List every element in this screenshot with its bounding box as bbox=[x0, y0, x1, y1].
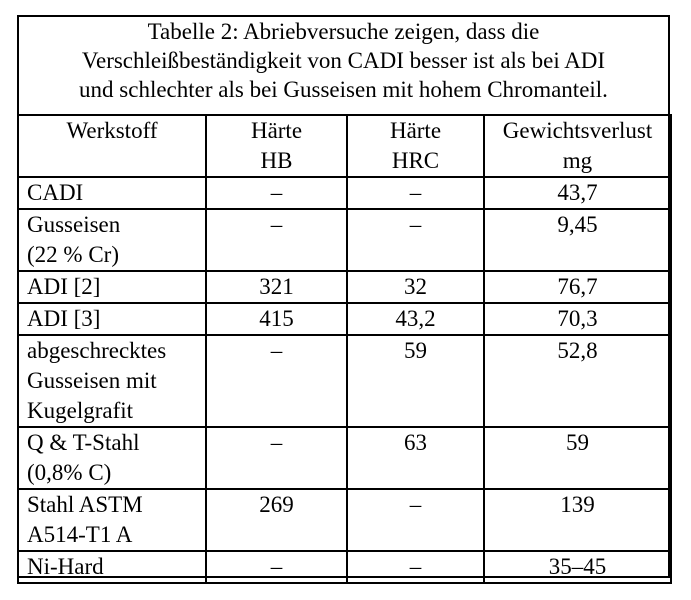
hb-cell: – bbox=[206, 551, 347, 583]
header-hardness-hrc: Härte HRC bbox=[347, 115, 484, 177]
material-cell: abgeschrecktes Gusseisen mit Kugelgrafit bbox=[18, 335, 206, 427]
loss-cell: 70,3 bbox=[484, 303, 671, 335]
table-row bbox=[18, 177, 671, 209]
caption-line-3: und schlechter als bei Gusseisen mit hohem Chromanteil. bbox=[79, 77, 608, 102]
table-row bbox=[18, 335, 671, 427]
loss-cell: 43,7 bbox=[484, 177, 671, 209]
material-cell: CADI bbox=[18, 177, 206, 209]
header-hardness-hb: Härte HB bbox=[206, 115, 347, 177]
material-cell: Gusseisen (22 % Cr) bbox=[18, 209, 206, 271]
loss-cell: 9,45 bbox=[484, 209, 671, 271]
hb-cell: 415 bbox=[206, 303, 347, 335]
table-row bbox=[18, 209, 671, 271]
loss-cell: 52,8 bbox=[484, 335, 671, 427]
material-cell: Stahl ASTM A514-T1 A bbox=[18, 489, 206, 551]
header-weight-loss: Gewichtsverlust mg bbox=[484, 115, 671, 177]
hrc-cell: 63 bbox=[347, 427, 484, 489]
caption-line-2: Verschleißbeständigkeit von CADI besser ist als bei ADI bbox=[81, 48, 606, 73]
hb-cell: – bbox=[206, 427, 347, 489]
loss-cell: 35–45 bbox=[484, 551, 671, 583]
table-row bbox=[18, 303, 671, 335]
loss-cell: 59 bbox=[484, 427, 671, 489]
loss-cell: 139 bbox=[484, 489, 671, 551]
material-cell: Ni-Hard bbox=[18, 551, 206, 583]
table-row bbox=[18, 271, 671, 303]
hrc-cell: – bbox=[347, 177, 484, 209]
caption-line-1: Tabelle 2: Abriebversuche zeigen, dass die bbox=[147, 19, 540, 44]
hrc-cell: – bbox=[347, 209, 484, 271]
table-caption bbox=[17, 15, 670, 116]
table-row bbox=[18, 489, 671, 551]
hb-cell: – bbox=[206, 335, 347, 427]
material-cell: ADI [3] bbox=[18, 303, 206, 335]
material-cell: Q & T-Stahl (0,8% C) bbox=[18, 427, 206, 489]
hrc-cell: 32 bbox=[347, 271, 484, 303]
header-material: Werkstoff bbox=[18, 115, 206, 177]
hrc-cell: – bbox=[347, 551, 484, 583]
header-row bbox=[18, 115, 671, 177]
loss-cell: 76,7 bbox=[484, 271, 671, 303]
material-cell: ADI [2] bbox=[18, 271, 206, 303]
hb-cell: – bbox=[206, 177, 347, 209]
hb-cell: – bbox=[206, 209, 347, 271]
hb-cell: 269 bbox=[206, 489, 347, 551]
hrc-cell: 43,2 bbox=[347, 303, 484, 335]
hrc-cell: 59 bbox=[347, 335, 484, 427]
wear-test-table bbox=[17, 114, 672, 584]
table-row bbox=[18, 427, 671, 489]
hrc-cell: – bbox=[347, 489, 484, 551]
hb-cell: 321 bbox=[206, 271, 347, 303]
table-row bbox=[18, 551, 671, 583]
